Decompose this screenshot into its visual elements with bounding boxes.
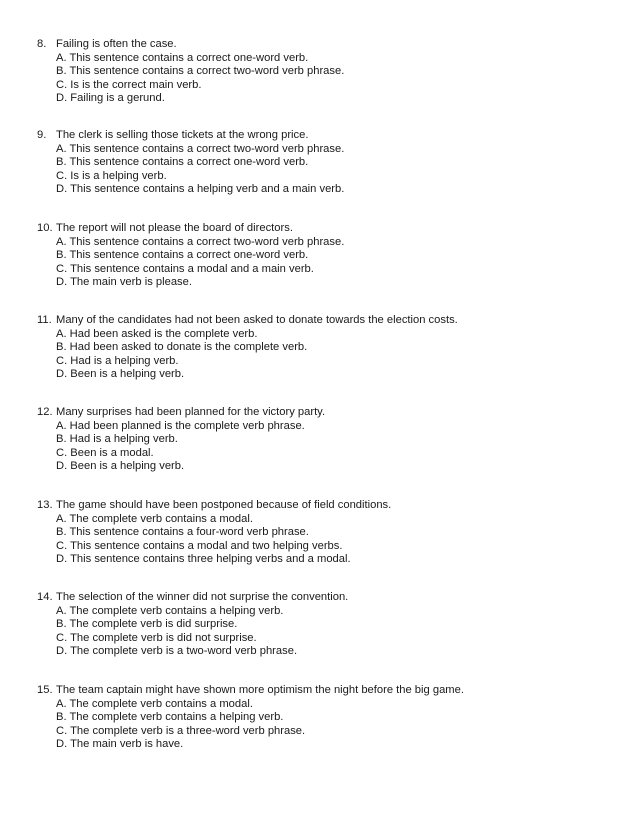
answer-option-d: D. This sentence contains three helping verbs and a modal. bbox=[56, 553, 351, 566]
question-text: Many of the candidates had not been asked to donate towards the election costs. bbox=[56, 314, 458, 326]
answer-option-b: B. Had is a helping verb. bbox=[56, 433, 178, 446]
answer-option-d: D. The main verb is please. bbox=[56, 276, 192, 289]
question-stem bbox=[37, 591, 617, 605]
answer-option-c: C. This sentence contains a modal and two helping verbs. bbox=[56, 539, 343, 552]
question-number: 12. bbox=[37, 406, 53, 418]
question-stem bbox=[37, 406, 617, 420]
question-15 bbox=[37, 684, 617, 752]
answer-option-d: D. This sentence contains a helping verb and a main verb. bbox=[56, 183, 345, 196]
question-text: The report will not please the board of directors. bbox=[56, 222, 293, 234]
answer-option-a: A. This sentence contains a correct two-word verb phrase. bbox=[56, 235, 345, 248]
question-13 bbox=[37, 499, 617, 567]
question-number: 13. bbox=[37, 499, 53, 511]
answer-option-a: A. The complete verb contains a modal. bbox=[56, 697, 253, 710]
answer-option-d: D. Been is a helping verb. bbox=[56, 460, 185, 473]
question-stem bbox=[37, 129, 617, 143]
question-14 bbox=[37, 591, 617, 659]
question-number: 11. bbox=[37, 314, 52, 326]
answer-option-d: D. The main verb is have. bbox=[56, 738, 184, 751]
answer-option-a: A. This sentence contains a correct two-word verb phrase. bbox=[56, 142, 345, 155]
answer-option-b: B. The complete verb is did surprise. bbox=[56, 618, 238, 631]
answer-option-c: C. The complete verb is a three-word verb phrase. bbox=[56, 724, 306, 737]
question-11 bbox=[37, 314, 617, 382]
answer-option-c: C. Been is a modal. bbox=[56, 446, 154, 459]
answer-option-b: B. The complete verb contains a helping verb. bbox=[56, 711, 284, 724]
answer-option-c: C. This sentence contains a modal and a main verb. bbox=[56, 262, 314, 275]
answer-option-a: A. Had been planned is the complete verb phrase. bbox=[56, 419, 305, 432]
answer-option-b: B. This sentence contains a correct two-word verb phrase. bbox=[56, 65, 345, 78]
question-8 bbox=[37, 38, 617, 106]
question-number: 10. bbox=[37, 222, 53, 234]
answer-option-a: A. The complete verb contains a modal. bbox=[56, 512, 253, 525]
answer-option-c: C. Had is a helping verb. bbox=[56, 354, 179, 367]
question-10 bbox=[37, 222, 617, 290]
question-stem bbox=[37, 314, 617, 328]
answer-option-b: B. This sentence contains a four-word verb phrase. bbox=[56, 526, 309, 539]
question-text: The team captain might have shown more optimism the night before the big game. bbox=[56, 684, 464, 696]
answer-option-d: D. The complete verb is a two-word verb phrase. bbox=[56, 645, 298, 658]
question-number: 8. bbox=[37, 38, 47, 50]
answer-option-a: A. The complete verb contains a helping verb. bbox=[56, 604, 284, 617]
question-number: 14. bbox=[37, 591, 53, 603]
question-12 bbox=[37, 406, 617, 474]
question-text: The game should have been postponed because of field conditions. bbox=[56, 499, 392, 511]
answer-option-a: A. This sentence contains a correct one-word verb. bbox=[56, 51, 309, 64]
question-text: Many surprises had been planned for the victory party. bbox=[56, 406, 326, 418]
question-number: 9. bbox=[37, 129, 47, 141]
question-number: 15. bbox=[37, 684, 53, 696]
answer-option-d: D. Failing is a gerund. bbox=[56, 92, 165, 105]
question-stem bbox=[37, 38, 617, 52]
answer-option-b: B. This sentence contains a correct one-word verb. bbox=[56, 156, 309, 169]
question-9 bbox=[37, 129, 617, 197]
question-text: Failing is often the case. bbox=[56, 38, 177, 50]
answer-option-b: B. This sentence contains a correct one-word verb. bbox=[56, 249, 309, 262]
answer-option-c: C. Is is a helping verb. bbox=[56, 169, 167, 182]
question-stem bbox=[37, 684, 617, 698]
answer-option-c: C. Is is the correct main verb. bbox=[56, 78, 202, 91]
question-text: The selection of the winner did not surprise the convention. bbox=[56, 591, 349, 603]
question-stem bbox=[37, 222, 617, 236]
question-stem bbox=[37, 499, 617, 513]
answer-option-b: B. Had been asked to donate is the complete verb. bbox=[56, 341, 308, 354]
answer-option-c: C. The complete verb is did not surprise. bbox=[56, 631, 257, 644]
answer-option-d: D. Been is a helping verb. bbox=[56, 368, 185, 381]
answer-option-a: A. Had been asked is the complete verb. bbox=[56, 327, 258, 340]
question-text: The clerk is selling those tickets at the wrong price. bbox=[56, 129, 309, 141]
